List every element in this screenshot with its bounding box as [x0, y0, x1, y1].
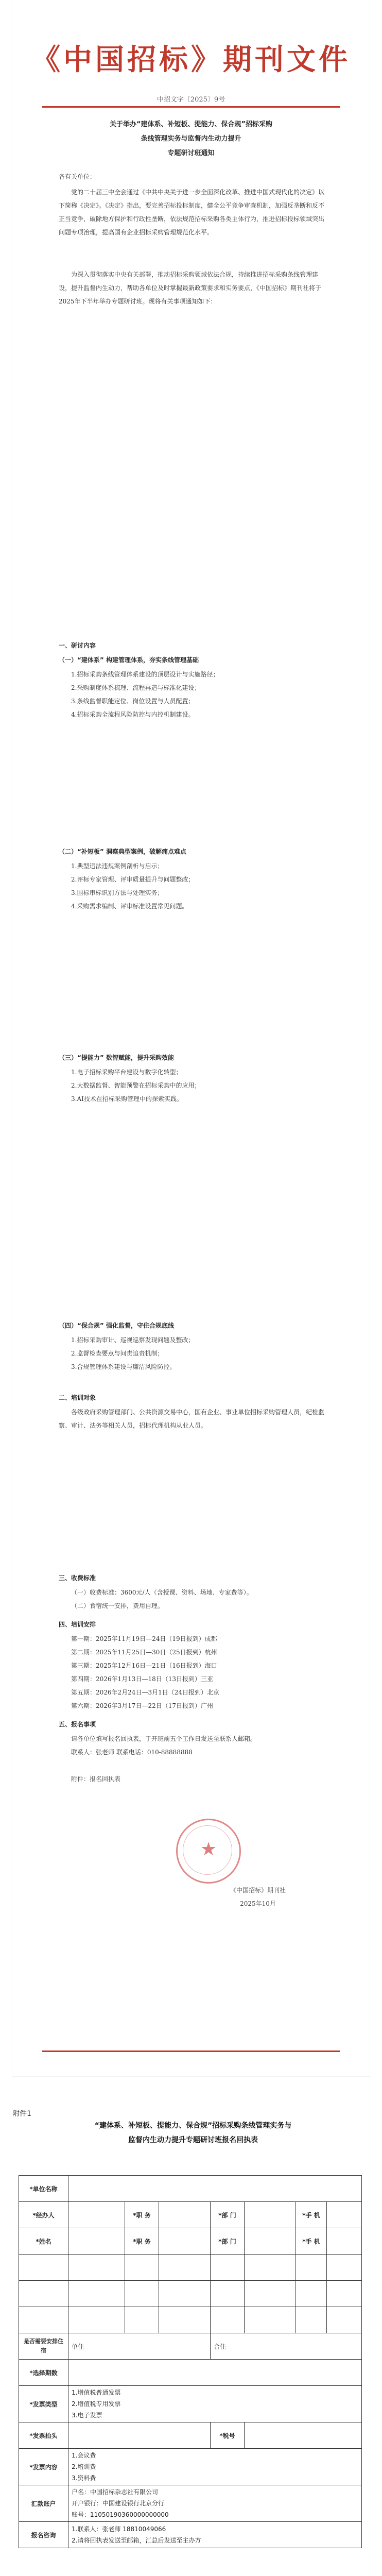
- body-line: 2.采购制度体系梳理、流程再造与标准化建设；: [71, 684, 201, 691]
- body-line: （一）收费标准：3600元/人（含授课、资料、场地、专家费等）。: [71, 1589, 253, 1596]
- position-field[interactable]: [159, 2281, 211, 2307]
- body-line: 1.典型违法违规案例剖析与启示；: [71, 862, 164, 870]
- mobile-label: *手 机: [296, 2228, 327, 2255]
- body-line: 3.AI技术在招标采购管理中的探索实践。: [71, 1095, 183, 1103]
- signature-date: 2025年10月: [240, 1900, 276, 1907]
- name-label: *姓名: [19, 2228, 68, 2255]
- contact-label: *经办人: [19, 2202, 68, 2228]
- contact-position-field[interactable]: [159, 2202, 211, 2228]
- schedule-line: 第二期：2025年11月25日—30日（25日报到）杭州: [71, 1649, 217, 1656]
- body-line: 3.条线监督职能定位、岗位设置与人员配置；: [71, 698, 195, 705]
- stay-shared-field[interactable]: [211, 2333, 362, 2360]
- name-field[interactable]: [68, 2281, 125, 2307]
- attachment-title-line: 监督内生动力提升专题研讨班报名回执表: [128, 2136, 258, 2144]
- contact-mobile-field[interactable]: [327, 2202, 362, 2228]
- dept-field[interactable]: [245, 2228, 296, 2255]
- schedule-line: 第六期：2026年3月17日—22日（17日报到）广州: [71, 1702, 213, 1709]
- body-line: 1.电子招标采购平台建设与数字化转型；: [71, 1069, 182, 1076]
- body-line: 2.大数据监督、智能预警在招标采购中的应用；: [71, 1082, 201, 1089]
- title-line: 专题研讨班通知: [167, 149, 215, 157]
- body-line: 4.招标采购全流程风险防控与内控机制建设。: [71, 711, 195, 718]
- title-line: 关于举办“建体系、补短板、提能力、保合规”招标采购: [109, 121, 273, 128]
- taxid-label: *税号: [211, 2422, 245, 2449]
- section-heading: 三、收费标准: [59, 1574, 96, 1582]
- body-line: 联系人：张老师 联系电话：010-88888888: [71, 1749, 193, 1756]
- body-line: 2.评标专家管理、评审质量提升与问题整改；: [71, 876, 195, 883]
- body-line: （二）食宿统一安排，费用自理。: [71, 1602, 164, 1609]
- paragraph: 党的二十届三中全会通过《中共中央关于进一步全面深化改革、推进中国式现代化的决定》以下简称《决定》。《决定》指出，要完善招标投标制度，健全公平竞争审查机制，加强反垄断和反不正当竞争，破除地方保护和行政性垄断，依法规范招标采购各类主体行为，推进招标投标领域突出问题专项治理，提高国有企业招标采购管理规范化水平。: [59, 189, 325, 236]
- invoice-title-label: *发票抬头: [19, 2422, 68, 2449]
- body-line: 请各单位填写报名回执表，于开班前五个工作日发送至联系人邮箱。: [71, 1735, 257, 1742]
- body-line: 4.采购需求编制、评审标准设置常见问题。: [71, 903, 188, 910]
- stay-single-field[interactable]: [68, 2333, 211, 2360]
- invoice-content-label: *发票内容: [19, 2449, 68, 2485]
- position-label: *职 务: [125, 2202, 159, 2228]
- taxid-field[interactable]: [245, 2422, 362, 2449]
- position-field[interactable]: [159, 2307, 211, 2333]
- attachment-label: 附件1: [12, 2110, 31, 2118]
- bottom-red-divider: [42, 2050, 340, 2052]
- red-divider: [42, 106, 340, 108]
- mobile-field[interactable]: [327, 2228, 362, 2255]
- body-line: 3.合规管理体系建设与廉洁风险防控。: [71, 1363, 176, 1370]
- position-field[interactable]: [159, 2255, 211, 2281]
- salutation: 各有关单位：: [59, 173, 96, 180]
- section-heading: 四、培训安排: [59, 1621, 96, 1628]
- unit-name-label: *单位名称: [19, 2176, 68, 2202]
- body-line: 各级政府采购管理部门、公共资源交易中心，国有企业、事业单位招标采购管理人员，纪检监察、审计、法务等相关人员，招标代理机构从业人员。: [59, 1409, 325, 1429]
- notice-title: [48, 117, 334, 161]
- invoice-title-field[interactable]: [68, 2422, 211, 2449]
- name-field[interactable]: [68, 2307, 125, 2333]
- invoice-type-label: *发票类型: [19, 2386, 68, 2422]
- shared-label: 合住: [214, 2343, 227, 2350]
- attachment-note: 附件：报名回执表: [71, 1775, 121, 1783]
- body-line: 1.招标采购审计、巡视巡察发现问题及整改；: [71, 1336, 195, 1344]
- unit-name-field[interactable]: [68, 2176, 362, 2202]
- body-line: 2.监督检查要点与问责追责机制；: [71, 1350, 164, 1357]
- section-heading: 二、培训对象: [59, 1394, 96, 1401]
- dept-field[interactable]: [245, 2307, 296, 2333]
- body-line: 1.招标采购条线管理体系建设的顶层设计与实施路径；: [71, 671, 219, 678]
- section-subheading: （二）“补短板” 洞察典型案例，破解痛点难点: [59, 848, 186, 855]
- mobile-field[interactable]: [327, 2281, 362, 2307]
- issue-number: 中招文字〔2025〕9号: [157, 96, 225, 104]
- schedule-line: 第一期：2025年11月19日—24日（19日报到）成都: [71, 1635, 217, 1642]
- schedule-line: 第四期：2026年1月13日—18日（13日报到）三亚: [71, 1675, 213, 1683]
- notice-document: [12, 0, 370, 2076]
- attachment-title: [36, 2119, 350, 2147]
- mobile-field[interactable]: [327, 2255, 362, 2281]
- contact-dept-field[interactable]: [245, 2202, 296, 2228]
- name-field[interactable]: [68, 2228, 125, 2255]
- body-line: 3.围标串标识别方法与处理实务；: [71, 889, 164, 896]
- paragraph: 为深入贯彻落实中央有关部署，推动招标采购领域依法合规，持续推进招标采购条线管理建设，提升监督内生动力，帮助各单位及时掌握最新政策要求和实务要点，《中国招标》期刊社将于2025年下半年举办专题研讨班。现将有关事项通知如下：: [59, 271, 322, 305]
- invoice-type-options[interactable]: 1.增值税普通发票 2.增值税专用发票 3.电子发票: [68, 2386, 362, 2422]
- dept-label: *部 门: [211, 2228, 245, 2255]
- phase-label: *选择期数: [19, 2360, 68, 2386]
- title-line: 条线管理实务与监督内生动力提升: [141, 135, 241, 143]
- section-heading: 五、报名事项: [59, 1721, 96, 1728]
- section-heading: 一、研讨内容: [59, 642, 96, 649]
- section-subheading: （三）“提能力” 数智赋能，提升采购效能: [59, 1054, 174, 1061]
- masthead: 《中国招标》期刊文件: [31, 43, 351, 77]
- signup-info: 1.联系人：张老师 18810049066 2.请将回执表发送至邮箱，汇总后发送至主办方: [68, 2522, 362, 2548]
- dept-field[interactable]: [245, 2281, 296, 2307]
- section-subheading: （一）“建体系” 构建管理体系，夯实条线管理基础: [59, 656, 199, 664]
- signup-label: 报名咨询: [19, 2522, 68, 2548]
- contact-field[interactable]: [68, 2202, 125, 2228]
- dept-label: *部 门: [211, 2202, 245, 2228]
- invoice-content-options[interactable]: 1.会议费 2.培训费 3.资料费: [68, 2449, 362, 2485]
- position-field[interactable]: [159, 2228, 211, 2255]
- dept-field[interactable]: [245, 2255, 296, 2281]
- position-label: *职 务: [125, 2228, 159, 2255]
- name-field[interactable]: [68, 2255, 125, 2281]
- official-seal: [176, 1819, 241, 1884]
- account-label: 汇款账户: [19, 2485, 68, 2522]
- mobile-field[interactable]: [327, 2307, 362, 2333]
- signature-org: 《中国招标》期刊社: [230, 1887, 286, 1894]
- registration-form: [19, 2175, 362, 2548]
- phase-field[interactable]: [68, 2360, 362, 2386]
- stay-label: 是否需要安排住宿: [19, 2333, 68, 2360]
- account-info: 户名：中国招标杂志社有限公司 开户银行：中国建设银行北京分行 账号：11050190360000000000: [68, 2485, 362, 2522]
- single-label: 单住: [72, 2343, 84, 2350]
- attachment-title-line: “建体系、补短板、提能力、保合规”招标采购条线管理实务与: [94, 2122, 292, 2130]
- schedule-line: 第五期：2026年2月24日—3月1日（24日报到）北京: [71, 1689, 219, 1696]
- seal-star-icon: ★: [200, 1839, 217, 1860]
- schedule-line: 第三期：2025年12月16日—21日（16日报到）海口: [71, 1662, 217, 1669]
- section-subheading: （四）“保合规” 强化监督，守住合规底线: [59, 1322, 174, 1329]
- mobile-label: *手 机: [296, 2202, 327, 2228]
